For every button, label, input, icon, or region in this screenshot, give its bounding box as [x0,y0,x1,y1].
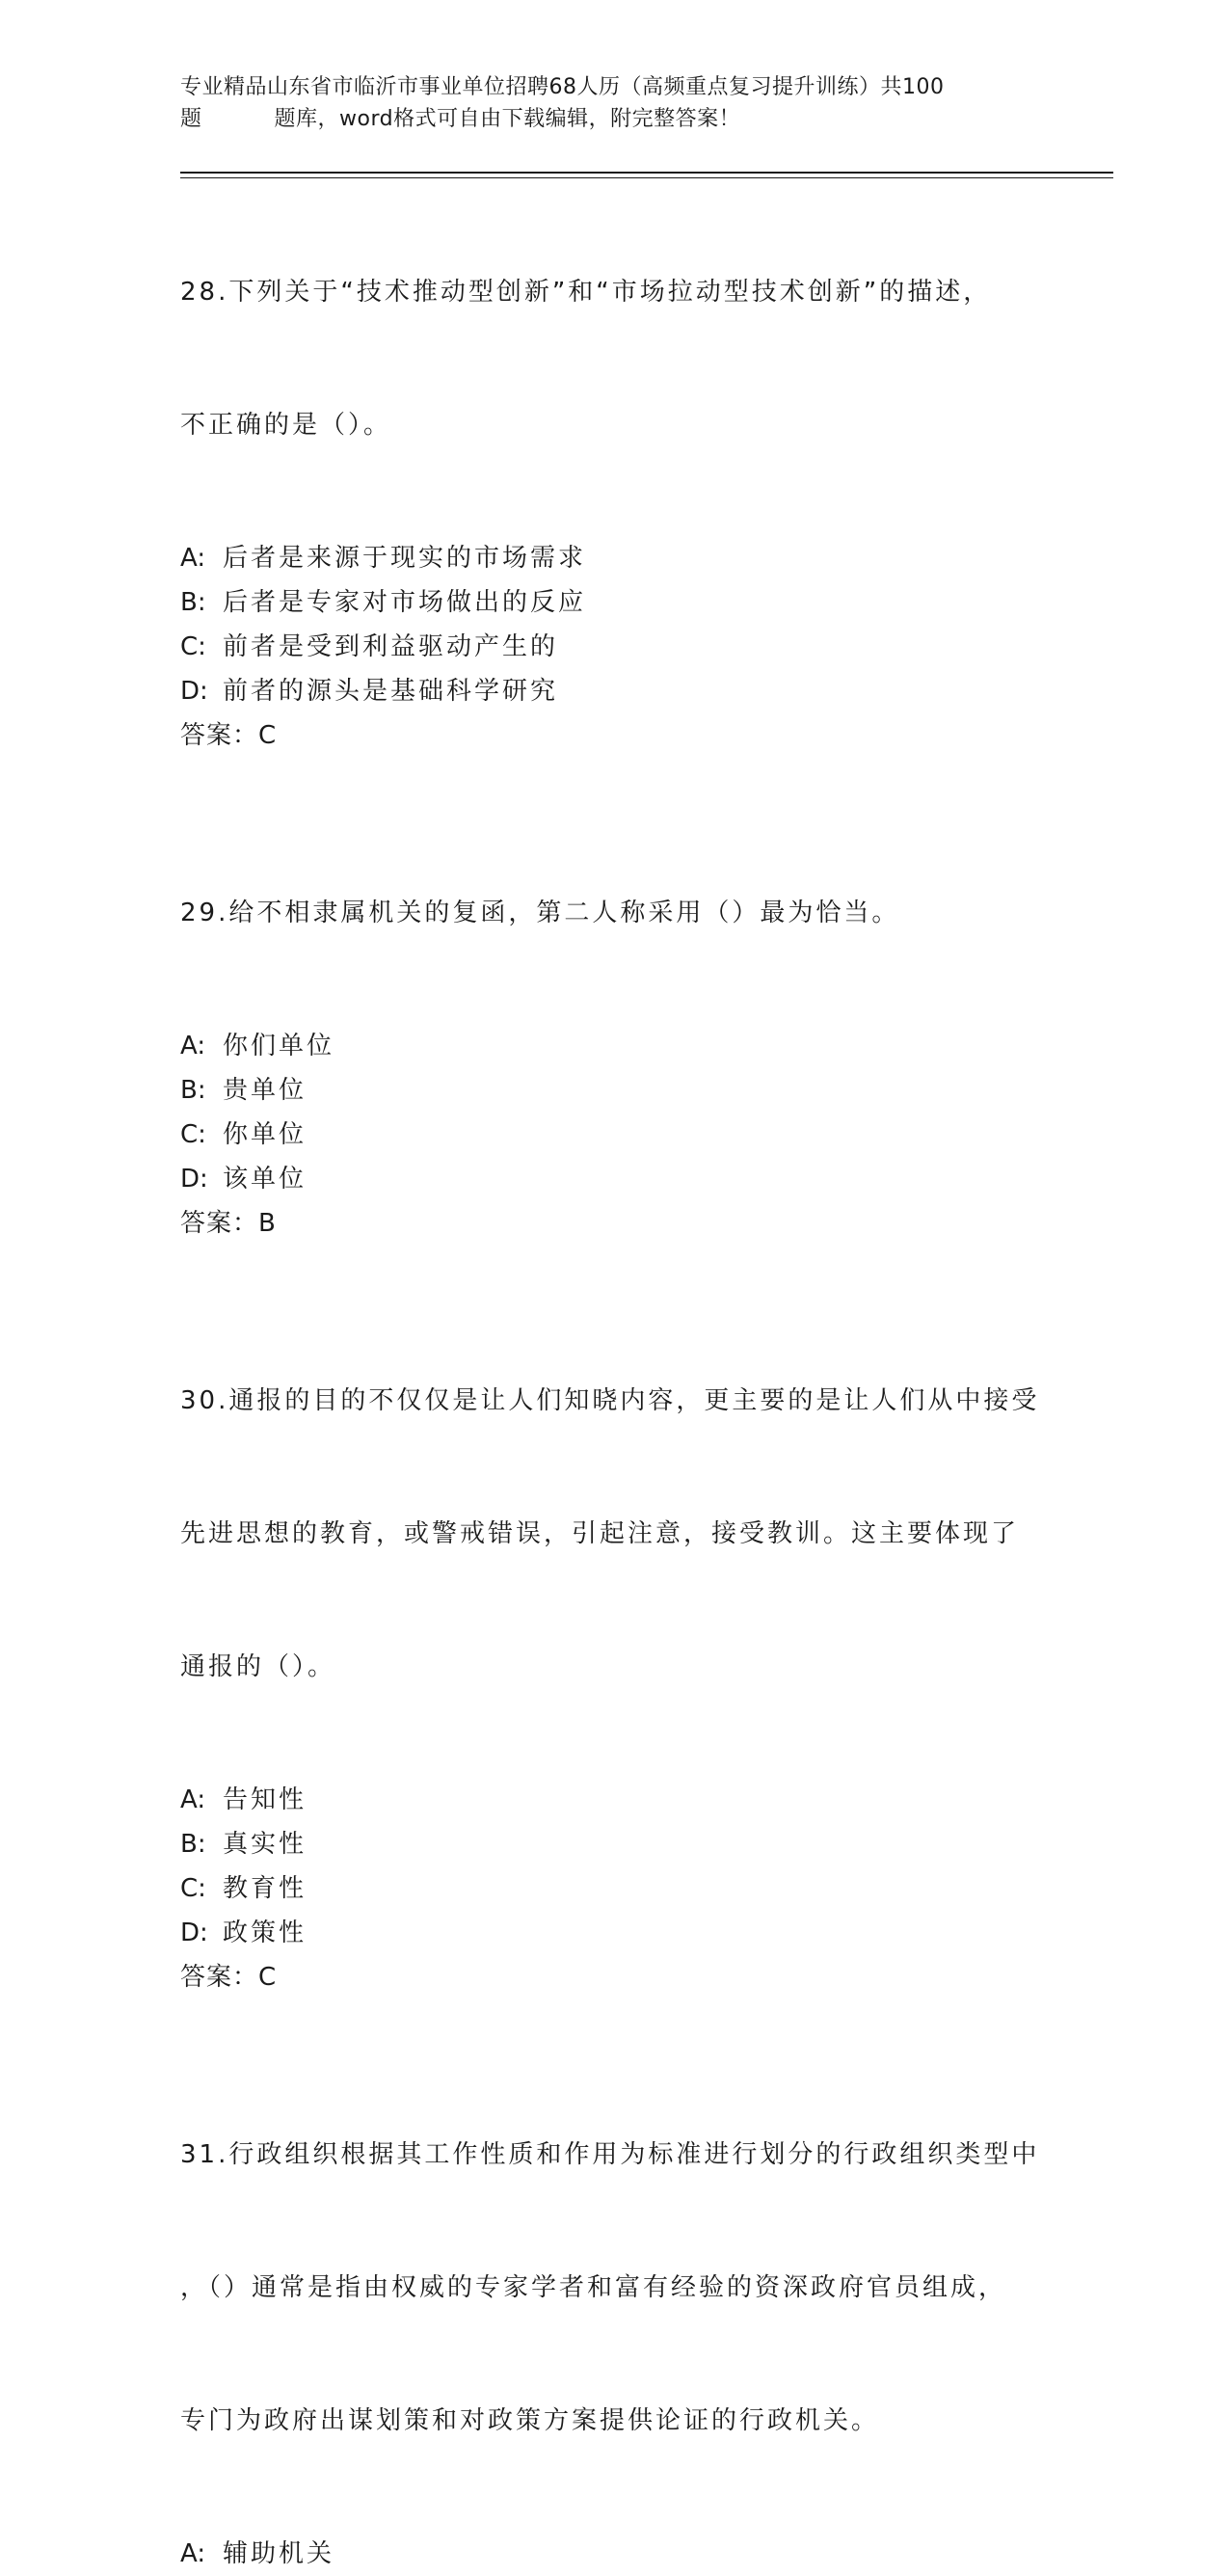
option-text: 告知性 [223,1785,307,1814]
question-line: 先进思想的教育，或警戒错误，引起注意，接受教训。这主要体现了 [180,1519,1020,1548]
option-text: 前者的源头是基础科学研究 [223,677,559,706]
header-line-2-start: 题 [180,107,202,131]
option-key: A: [180,1785,206,1814]
answer-line: 答案：C [180,721,278,750]
option-a [180,1778,1048,1822]
question-text [180,2044,1048,2532]
option-text: 贵单位 [223,1076,307,1105]
header-line-2 [180,103,1048,135]
option-key: D: [180,1919,208,1947]
option-text: 后者是专家对市场做出的反应 [223,588,587,617]
option-key: B: [180,1830,206,1859]
question-line: 30.通报的目的不仅仅是让人们知晓内容，更主要的是让人们从中接受 [180,1386,1040,1415]
option-text: 教育性 [223,1874,307,1903]
option-text: 你单位 [223,1120,307,1149]
option-c [180,1113,1048,1157]
option-a [180,1024,1048,1068]
option-text: 该单位 [223,1165,307,1194]
question-spacer [180,1999,1048,2044]
option-key: C: [180,1874,206,1903]
question-list [180,181,1048,2576]
question-30 [180,1290,1048,1999]
option-a [180,536,1048,580]
option-key: C: [180,632,206,661]
option-key: D: [180,1165,208,1194]
header-line-1: 专业精品山东省市临沂市事业单位招聘68人历（高频重点复习提升训练）共100 [180,75,945,99]
answer-line: 答案：C [180,1963,278,1992]
header-line-2-rest: 题库，word格式可自由下载编辑，附完整答案！ [274,107,741,131]
option-c [180,1866,1048,1911]
question-line: 29.给不相隶属机关的复函，第二人称采用（）最为恰当。 [180,899,900,927]
option-key: D: [180,677,208,706]
question-spacer [180,758,1048,802]
question-text [180,802,1048,1024]
option-text: 你们单位 [223,1032,335,1060]
option-text: 政策性 [223,1919,307,1947]
header-divider-thick [180,172,1113,174]
document-header [180,71,1048,135]
option-text: 后者是来源于现实的市场需求 [223,544,587,573]
option-d [180,1157,1048,1201]
header-divider-thin [180,177,1113,178]
option-text: 辅助机关 [223,2539,335,2568]
question-line: 不正确的是（）。 [180,411,392,440]
option-key: B: [180,588,206,617]
question-spacer [180,1246,1048,1290]
option-key: A: [180,2539,206,2568]
question-line: 31.行政组织根据其工作性质和作用为标准进行划分的行政组织类型中 [180,2140,1040,2169]
question-text [180,1290,1048,1778]
question-line: ，（）通常是指由权威的专家学者和富有经验的资深政府官员组成， [180,2273,1007,2302]
question-text [180,181,1048,536]
question-line: 28.下列关于“技术推动型创新”和“市场拉动型技术创新”的描述， [180,278,992,307]
question-31 [180,2044,1048,2576]
question-28 [180,181,1048,758]
question-29 [180,802,1048,1246]
answer-line: 答案：B [180,1209,277,1238]
option-key: C: [180,1120,206,1149]
option-c [180,625,1048,669]
option-key: B: [180,1076,206,1105]
option-b [180,1068,1048,1113]
option-d [180,1911,1048,1955]
question-line: 通报的（）。 [180,1652,336,1681]
option-b [180,580,1048,625]
option-a [180,2532,1048,2576]
option-d [180,669,1048,713]
option-key: A: [180,1032,206,1060]
option-b [180,1822,1048,1866]
option-key: A: [180,544,206,573]
option-text: 真实性 [223,1830,307,1859]
option-text: 前者是受到利益驱动产生的 [223,632,559,661]
question-line: 专门为政府出谋划策和对政策方案提供论证的行政机关。 [180,2406,880,2435]
